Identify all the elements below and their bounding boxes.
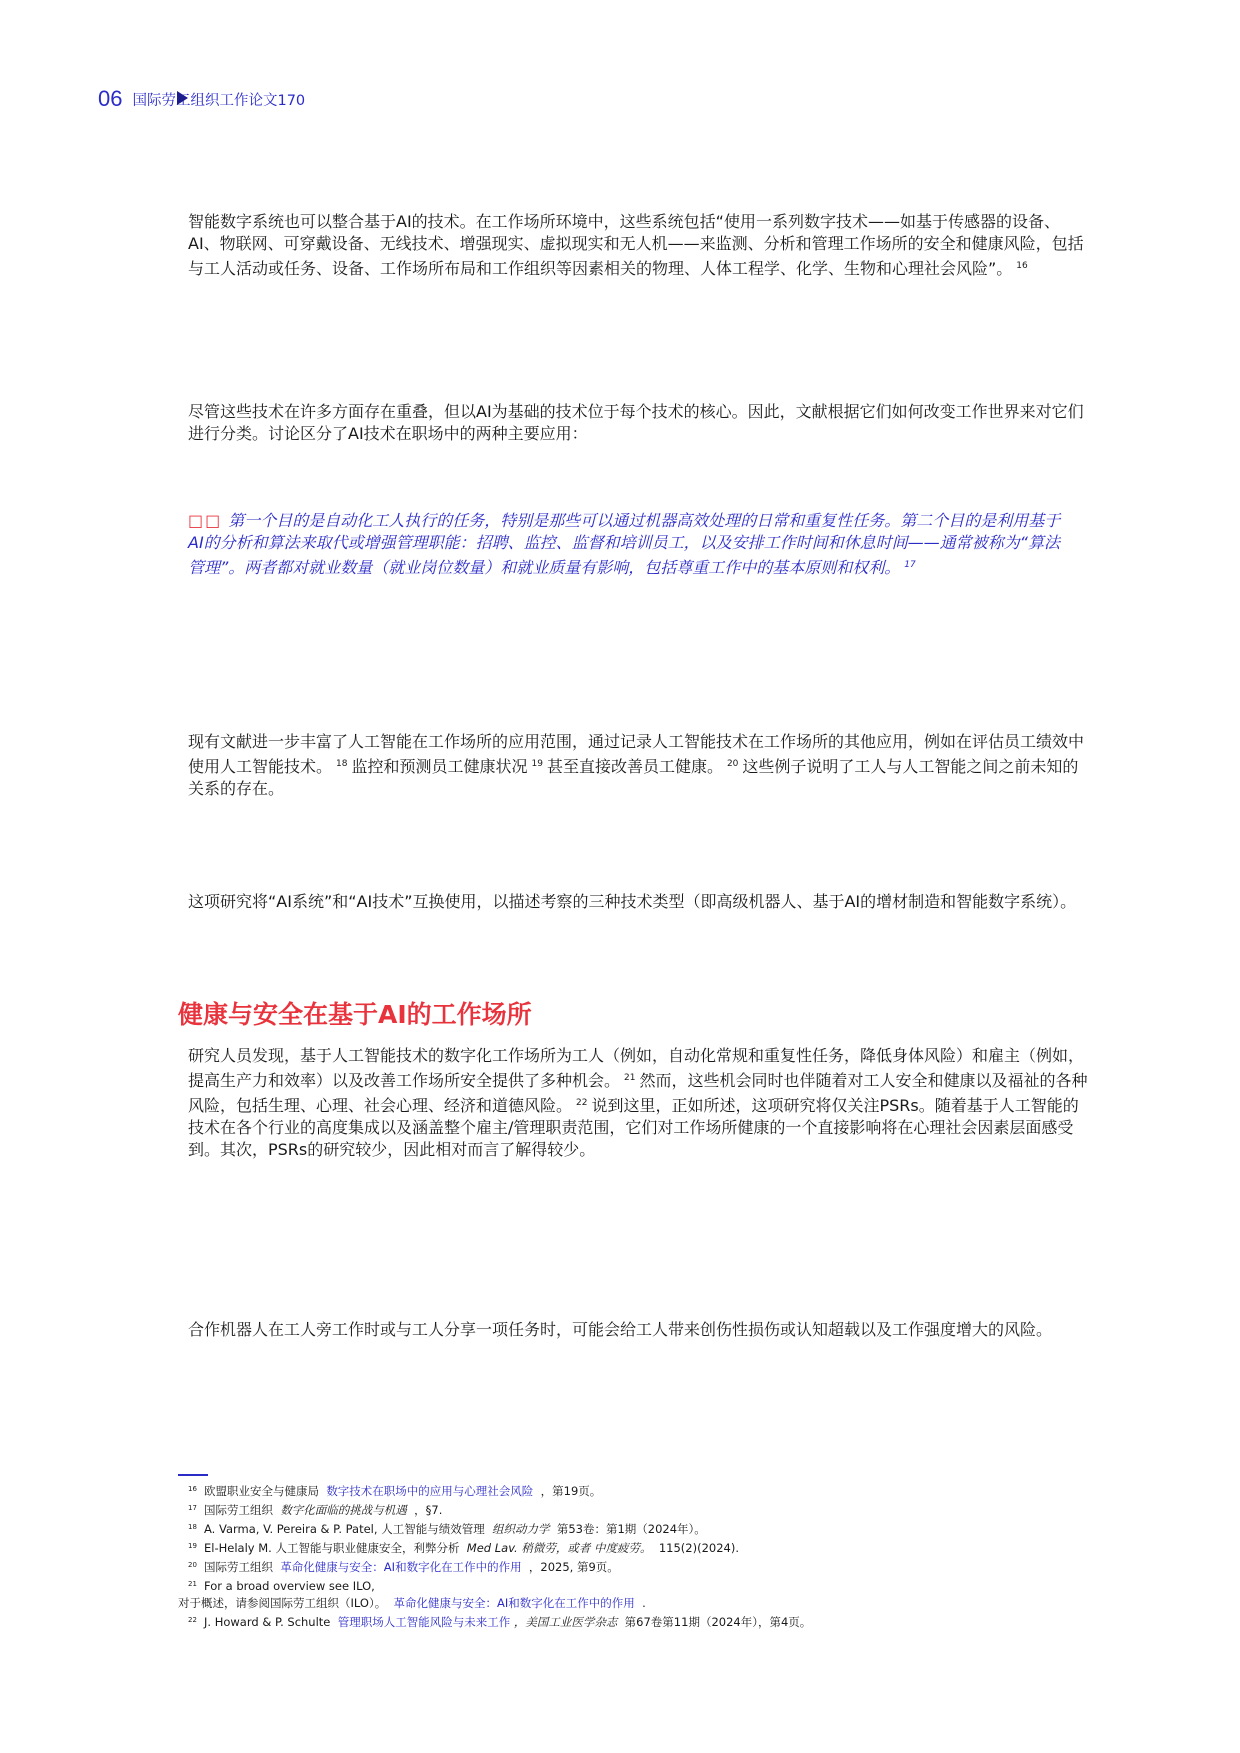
footnote-ref-17[interactable]: 17 — [904, 560, 916, 570]
footnote-ref-16[interactable]: 16 — [1016, 261, 1028, 271]
paragraph-smart-digital-systems: 智能数字系统也可以整合基于AI的技术。在工作场所环境中，这些系统包括“使用一系列数字技术——如基于传感器的设备、AI、物联网、可穿戴设备、无线技术、增强现实、虚拟现实和无人机——来监测、分析和管理工作场所的安全和健康风险，包括与工人活动或任务、设备、工作场所布局和工作组织等因素相关的物理、人体工程学、化学、生物和心理社会风险”。 $^{16}$ — [188, 212, 1084, 278]
footnote-ref-19[interactable]: 19 — [531, 759, 543, 769]
footnotes — [178, 1481, 1078, 1631]
paragraph-ai-applications: 现有文献进一步丰富了人工智能在工作场所的应用范围，通过记录人工智能技术在工作场所的其他应用，例如在评估员工绩效中使用人工智能技术。 $^{18}$ 监控和预测员工健康状况 $^{19}$ 甚至直接改善员工健康。 $^{20}$ 这些例子说明了工人与人工智能之间之前未知的关系的存在。 — [188, 732, 1085, 798]
paragraph-research-findings: 研究人员发现，基于人工智能技术的数字化工作场所为工人（例如，自动化常规和重复性任务，降低身体风险）和雇主（例如，提高生产力和效率）以及改善工作场所安全提供了多种机会。 $^{21}$ 然而，这些机会同时也伴随着对工人安全和健康以及福祉的各种风险，包括生理、心理、社会心理、经济和道德风险。 $^{22}$ 说到这里，正如所述，这项研究将仅关注PSRs。随着基于人工智能的技术在各个行业的高度集成以及涵盖整个雇主/管理职责范围，它们对工作场所健康的一个直接影响将在心理社会因素层面感受到。其次，PSRs的研究较少，因此相对而言了解得较少。 — [188, 1046, 1088, 1159]
page-number: 06 — [98, 86, 123, 111]
footnote-21-continued: 对于概述，请参阅国际劳工组织（ILO）。 革命化健康与安全：AI和数字化在工作中的作用 . — [178, 1596, 646, 1610]
footnote-link[interactable]: 革命化健康与安全：AI和数字化在工作中的作用 — [393, 1596, 635, 1610]
page-header — [98, 86, 305, 112]
footnote-link[interactable]: 革命化健康与安全：AI和数字化在工作中的作用 — [280, 1560, 522, 1574]
footnote-ref-18[interactable]: 18 — [336, 759, 348, 769]
arrow-icon — [177, 91, 188, 105]
quote-marks: □□ — [188, 511, 223, 530]
series-title: 国际劳工组织工作论文170 — [132, 92, 306, 109]
footnote-19: 19 El-Helaly M. 人工智能与职业健康安全，利弊分析 Med Lav. 稍微劳，或者 中度疲劳。 115(2)(2024). — [188, 1541, 739, 1555]
footnote-21: 21 For a broad overview see ILO, — [188, 1579, 375, 1593]
footnote-divider — [178, 1474, 208, 1476]
footnote-17: 17 国际劳工组织 数字化面临的挑战与机遇 ，§7. — [188, 1503, 443, 1517]
section-title: 健康与安全在基于AI的工作场所 — [178, 1000, 532, 1029]
paragraph-collaborative-robots: 合作机器人在工人旁工作时或与工人分享一项任务时，可能会给工人带来创伤性损伤或认知超载以及工作强度增大的风险。 — [188, 1320, 1053, 1339]
footnote-link[interactable]: 数字技术在职场中的应用与心理社会风险 — [326, 1484, 534, 1498]
paragraph-technology-overlap: 尽管这些技术在许多方面存在重叠，但以AI为基础的技术位于每个技术的核心。因此，文献根据它们如何改变工作世界来对它们进行分类。讨论区分了AI技术在职场中的两种主要应用： — [188, 402, 1084, 443]
footnote-link[interactable]: 管理职场人工智能风险与未来工作 — [337, 1615, 511, 1629]
footnote-16: 16 欧盟职业安全与健康局 数字技术在职场中的应用与心理社会风险 ，第19页。 — [188, 1484, 602, 1498]
footnote-20: 20 国际劳工组织 革命化健康与安全：AI和数字化在工作中的作用 ，2025, 第9页。 — [188, 1560, 619, 1574]
footnote-ref-22[interactable]: 22 — [576, 1098, 588, 1108]
footnote-ref-20[interactable]: 20 — [726, 759, 739, 769]
block-quote: □□ 第一个目的是自动化工人执行的任务，特别是那些可以通过机器高效处理的日常和重复性任务。第二个目的是利用基于AI的分析和算法来取代或增强管理职能：招聘、监控、监督和培训员工，以及安排工作时间和休息时间——通常被称为“算法管理”。两者都对就业数量（就业岗位数量）和就业质量有影响，包括尊重工作中的基本原则和权利。 $^{17}$ — [188, 511, 1061, 577]
paragraph-ai-terms: 这项研究将“AI系统”和“AI技术”互换使用，以描述考察的三种技术类型（即高级机器人、基于AI的增材制造和智能数字系统）。 — [188, 892, 1077, 911]
footnote-ref-21[interactable]: 21 — [624, 1073, 636, 1083]
footnote-22: 22 J. Howard & P. Schulte 管理职场人工智能风险与未来工作 ，美国工业医学杂志 第67卷第11期（2024年），第4页。 — [188, 1615, 812, 1629]
footnote-18: 18 A. Varma, V. Pereira & P. Patel, 人工智能与绩效管理 组织动力学 第53卷：第1期（2024年）。 — [188, 1522, 706, 1536]
